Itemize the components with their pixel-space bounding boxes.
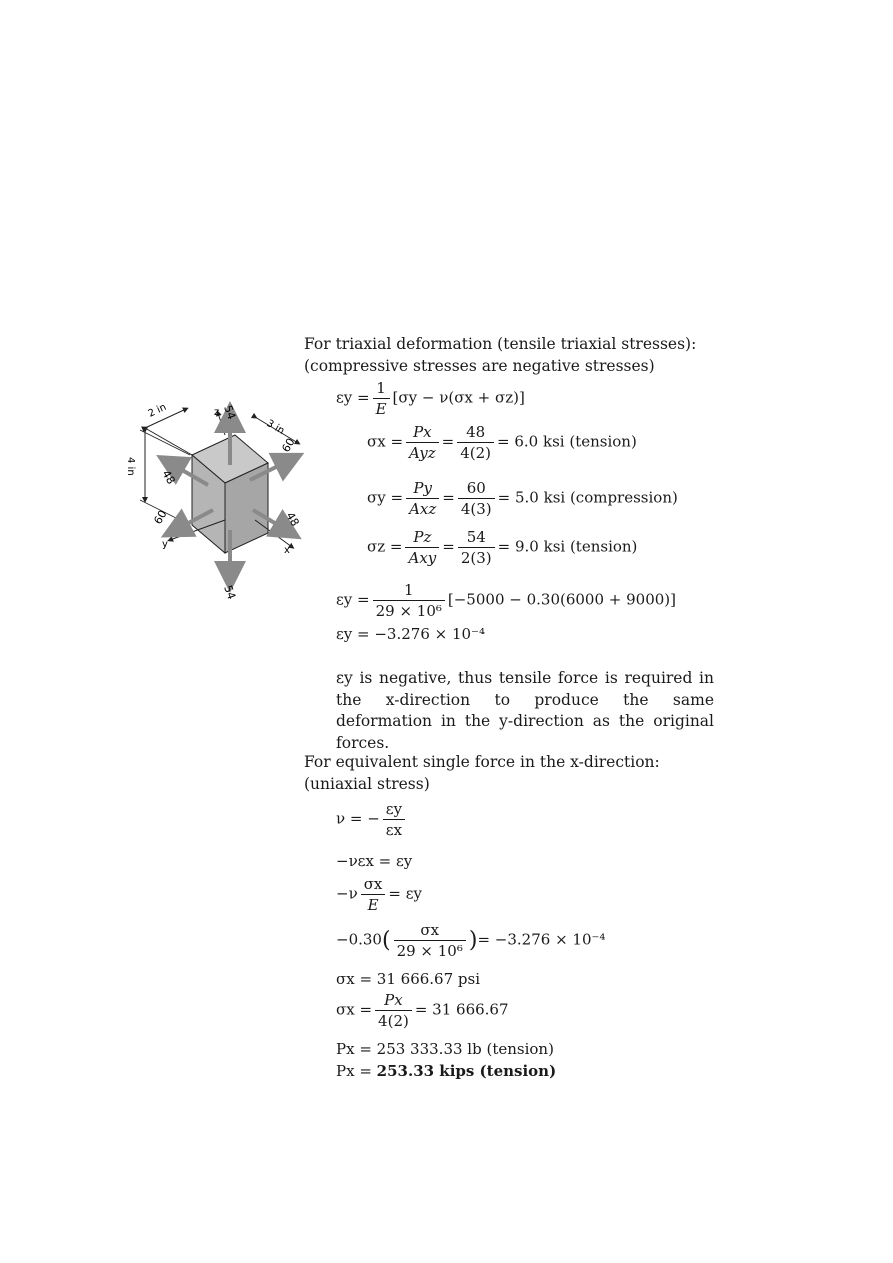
eq-sigma-y: σy = $\frac{Py}{\text{Axz}}$ = $\frac{60}{4(3)}$ = 5.0 ksi (compression) — [367, 479, 678, 518]
dim-depth-label: 3 in — [264, 418, 287, 437]
section2-line-2: (uniaxial stress) — [304, 775, 430, 793]
load-y-left-label: 60 — [151, 507, 170, 527]
eq-nu-eps: −νεx = εy — [336, 852, 413, 870]
eq-sigma-z: σz = $\frac{Pz}{\text{Axy}}$ = $\frac{54}{2(3)}$ = 9.0 ksi (tension) — [367, 528, 638, 567]
eq-numeric: −0.30( $\frac{\sigma x}{\text{29 × 10⁶}}$ )= −3.276 × 10⁻⁴ — [336, 921, 606, 960]
axis-x-label: x — [284, 545, 290, 556]
intro-line-1: For triaxial deformation (tensile triaxial stresses): — [304, 335, 697, 353]
eq-sigma-x: σx = $\frac{Px}{\text{Ayz}}$ = $\frac{48}{4(2)}$ = 6.0 ksi (tension) — [367, 423, 637, 462]
eq-poisson: ν = − $\frac{\varepsilon y}{\varepsilon x}$ — [336, 799, 408, 840]
load-z-bottom-label: 54 — [221, 583, 239, 602]
eq-strain-value: εy = −3.276 × 10⁻⁴ — [336, 625, 485, 643]
dim-width-label: 2 in — [146, 401, 169, 420]
eq-sigma-result: σx = 31 666.67 psi — [336, 970, 481, 988]
axis-y-label: y — [162, 539, 168, 550]
section2-line-1: For equivalent single force in the x-direction: — [304, 753, 660, 771]
load-y-right-label: 60 — [279, 435, 298, 455]
eq-strain-substituted: εy = $\frac{1}{\text{29 × 10⁶}}$ [−5000 − 0.30(6000 + 9000)] — [336, 581, 676, 620]
eq-strain-general: εy = $\frac{1}{E}$ [σy − ν(σx + σz)] — [336, 379, 525, 418]
load-x-right-label: 48 — [283, 510, 302, 529]
eq-nu-sigma: −ν $\frac{\sigma x}{E}$ = εy — [336, 875, 422, 914]
load-z-top-label: 54 — [221, 403, 239, 422]
eq-sigma-px: σx = $\frac{Px}{4(2)}$ = 31 666.67 — [336, 991, 509, 1030]
intro-line-2: (compressive stresses are negative stresses) — [304, 357, 655, 375]
note-paragraph: εy is negative, thus tensile force is required in the x-direction to produce the same deformation in the y-direction as the original forces. — [336, 669, 714, 752]
axis-z-label: z — [214, 407, 220, 418]
eq-px-lb: Px = 253 333.33 lb (tension) — [336, 1040, 554, 1058]
dim-height-label: 4 in — [125, 457, 136, 476]
load-x-left-label: 48 — [159, 468, 178, 487]
stress-block-figure — [120, 395, 310, 605]
eq-px-kips: Px = 253.33 kips (tension) — [336, 1062, 557, 1080]
